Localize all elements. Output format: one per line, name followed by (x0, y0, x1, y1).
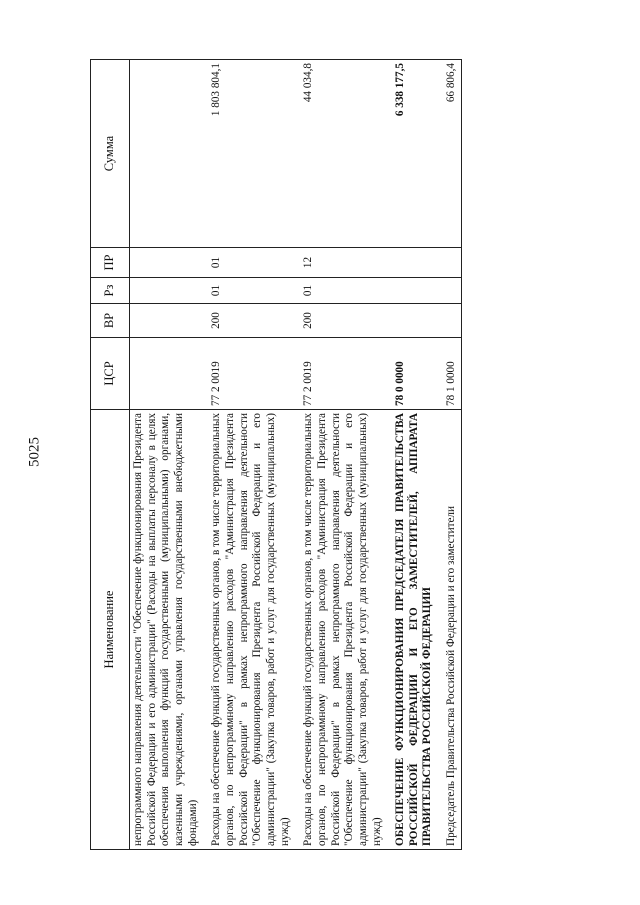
header-pr: ПР (91, 248, 130, 278)
table-header (91, 60, 130, 850)
header-sum: Сумма (91, 60, 130, 248)
row-sum: 1 803 804,1 (208, 60, 300, 248)
row-pr (392, 248, 443, 278)
row-name: ОБЕСПЕЧЕНИЕ ФУНКЦИОНИРОВАНИЯ ПРЕДСЕДАТЕЛЯ ПРАВИТЕЛЬСТВА РОССИЙСКОЙ ФЕДЕРАЦИИ И ЕГО ЗАМЕСТИТЕЛЕЙ, АППАРАТА ПРАВИТЕЛЬСТВА РОССИЙСКОЙ ФЕДЕРАЦИИ (392, 410, 443, 850)
page-number: 5025 (26, 437, 43, 467)
rotated-page-content (90, 60, 600, 850)
header-rz: Рз (91, 278, 130, 304)
row-csr: 78 0 0000 (392, 338, 443, 410)
row-vr (392, 304, 443, 338)
table-row (130, 60, 209, 850)
row-rz (443, 278, 461, 304)
row-rz: 01 (300, 278, 392, 304)
row-vr (130, 304, 209, 338)
table-row (300, 60, 392, 850)
table-row-section (392, 60, 443, 850)
row-pr: 01 (208, 248, 300, 278)
row-sum (130, 60, 209, 248)
row-sum: 6 338 177,5 (392, 60, 443, 248)
row-pr: 12 (300, 248, 392, 278)
row-name: Председатель Правительства Российской Федерации и его заместители (443, 410, 461, 850)
row-rz (392, 278, 443, 304)
row-sum: 44 034,8 (300, 60, 392, 248)
table-row (443, 60, 461, 850)
row-csr: 77 2 0019 (300, 338, 392, 410)
row-name: Расходы на обеспечение функций государственных органов, в том числе территориальных органов, по непрограммному направлению расходов "Администрация Президента Российской Федерации" в рамках непрограммного направления деятельности "Обеспечение функционирования Президента Российской Федерации и его администрации" (Закупка товаров, работ и услуг для государственных (муниципальных) нужд) (208, 410, 300, 850)
header-name: Наименование (91, 410, 130, 850)
row-pr (443, 248, 461, 278)
row-vr: 200 (300, 304, 392, 338)
table-row (208, 60, 300, 850)
table-body (130, 60, 462, 850)
row-pr (130, 248, 209, 278)
row-name: непрограммного направления деятельности "Обеспечение функционирования Президента Российской Федерации и его администрации" (Расходы на выплаты персоналу в целях обеспечения выполнения функций государственными (муниципальными) органами, казенными учреждениями, органами управления государственными внебюджетными фондами) (130, 410, 209, 850)
row-sum: 66 806,4 (443, 60, 461, 248)
row-csr (130, 338, 209, 410)
header-vr: ВР (91, 304, 130, 338)
row-csr: 78 1 0000 (443, 338, 461, 410)
row-vr: 200 (208, 304, 300, 338)
budget-table (90, 59, 462, 850)
header-csr: ЦСР (91, 338, 130, 410)
row-rz: 01 (208, 278, 300, 304)
row-name: Расходы на обеспечение функций государственных органов, в том числе территориальных органов, по непрограммному направлению расходов "Администрация Президента Российской Федерации" в рамках непрограммного направления деятельности "Обеспечение функционирования Президента Российской Федерации и его администрации" (Закупка товаров, работ и услуг для государственных (муниципальных) нужд) (300, 410, 392, 850)
row-rz (130, 278, 209, 304)
row-csr: 77 2 0019 (208, 338, 300, 410)
row-vr (443, 304, 461, 338)
